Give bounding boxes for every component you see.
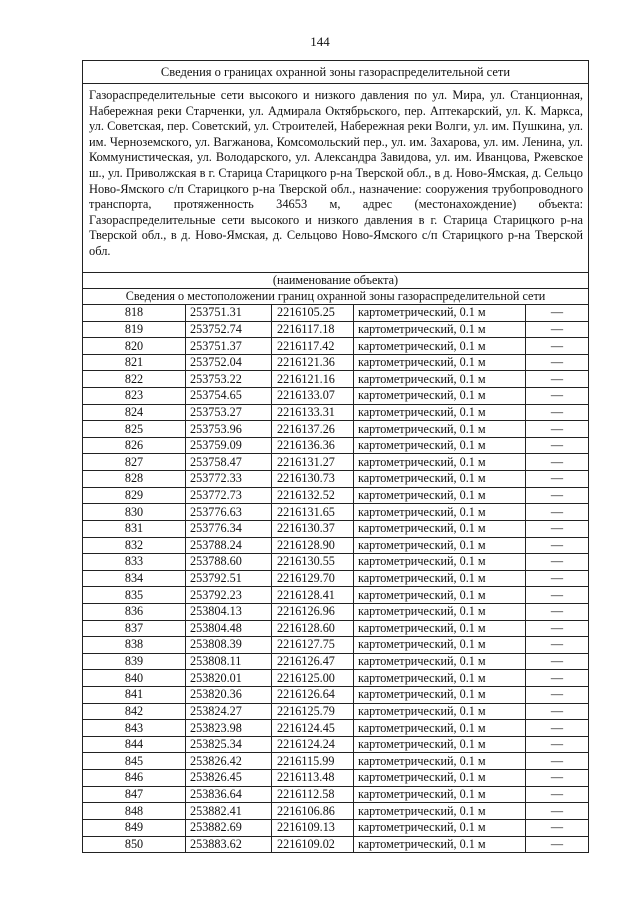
method-accuracy: картометрический, 0.1 м bbox=[354, 587, 526, 604]
table-row bbox=[83, 637, 589, 654]
description-cell: — bbox=[526, 753, 589, 770]
point-number: 844 bbox=[83, 736, 186, 753]
description-cell: — bbox=[526, 404, 589, 421]
coord-x: 253825.34 bbox=[186, 736, 272, 753]
point-number: 818 bbox=[83, 305, 186, 322]
point-number: 828 bbox=[83, 471, 186, 488]
coord-x: 253776.34 bbox=[186, 520, 272, 537]
coord-x: 253883.62 bbox=[186, 836, 272, 853]
point-number: 827 bbox=[83, 454, 186, 471]
coord-y: 2216126.64 bbox=[272, 687, 354, 704]
table-row bbox=[83, 454, 589, 471]
table-row bbox=[83, 587, 589, 604]
point-number: 847 bbox=[83, 786, 186, 803]
coord-x: 253753.27 bbox=[186, 404, 272, 421]
table-row bbox=[83, 305, 589, 322]
point-number: 824 bbox=[83, 404, 186, 421]
method-accuracy: картометрический, 0.1 м bbox=[354, 819, 526, 836]
coord-y: 2216125.00 bbox=[272, 670, 354, 687]
coord-x: 253824.27 bbox=[186, 703, 272, 720]
method-accuracy: картометрический, 0.1 м bbox=[354, 570, 526, 587]
coord-y: 2216126.96 bbox=[272, 603, 354, 620]
coord-y: 2216113.48 bbox=[272, 770, 354, 787]
table-row bbox=[83, 404, 589, 421]
method-accuracy: картометрический, 0.1 м bbox=[354, 786, 526, 803]
method-accuracy: картометрический, 0.1 м bbox=[354, 554, 526, 571]
description-cell: — bbox=[526, 537, 589, 554]
coord-y: 2216128.60 bbox=[272, 620, 354, 637]
method-accuracy: картометрический, 0.1 м bbox=[354, 753, 526, 770]
description-cell: — bbox=[526, 520, 589, 537]
coord-x: 253788.24 bbox=[186, 537, 272, 554]
point-number: 838 bbox=[83, 637, 186, 654]
table-row bbox=[83, 670, 589, 687]
description-cell: — bbox=[526, 587, 589, 604]
coord-y: 2216124.24 bbox=[272, 736, 354, 753]
coord-y: 2216133.31 bbox=[272, 404, 354, 421]
table-row bbox=[83, 421, 589, 438]
coord-y: 2216130.37 bbox=[272, 520, 354, 537]
point-number: 832 bbox=[83, 537, 186, 554]
description-cell: — bbox=[526, 736, 589, 753]
table-row bbox=[83, 321, 589, 338]
method-accuracy: картометрический, 0.1 м bbox=[354, 637, 526, 654]
coord-x: 253808.39 bbox=[186, 637, 272, 654]
table-row bbox=[83, 504, 589, 521]
coord-x: 253754.65 bbox=[186, 388, 272, 405]
coord-x: 253751.37 bbox=[186, 338, 272, 355]
table-row bbox=[83, 687, 589, 704]
description-cell: — bbox=[526, 803, 589, 820]
coord-x: 253882.41 bbox=[186, 803, 272, 820]
method-accuracy: картометрический, 0.1 м bbox=[354, 404, 526, 421]
description-cell: — bbox=[526, 720, 589, 737]
method-accuracy: картометрический, 0.1 м bbox=[354, 454, 526, 471]
table-row bbox=[83, 786, 589, 803]
coord-x: 253752.74 bbox=[186, 321, 272, 338]
coord-x: 253882.69 bbox=[186, 819, 272, 836]
description-cell: — bbox=[526, 703, 589, 720]
coord-y: 2216105.25 bbox=[272, 305, 354, 322]
method-accuracy: картометрический, 0.1 м bbox=[354, 620, 526, 637]
location-header-row bbox=[83, 289, 589, 305]
description-cell: — bbox=[526, 321, 589, 338]
point-number: 835 bbox=[83, 587, 186, 604]
method-accuracy: картометрический, 0.1 м bbox=[354, 720, 526, 737]
method-accuracy: картометрический, 0.1 м bbox=[354, 305, 526, 322]
method-accuracy: картометрический, 0.1 м bbox=[354, 836, 526, 853]
coord-x: 253753.96 bbox=[186, 421, 272, 438]
coord-y: 2216128.90 bbox=[272, 537, 354, 554]
description-row bbox=[83, 84, 589, 273]
method-accuracy: картометрический, 0.1 м bbox=[354, 338, 526, 355]
coord-y: 2216130.73 bbox=[272, 471, 354, 488]
coord-x: 253792.51 bbox=[186, 570, 272, 587]
coord-x: 253826.45 bbox=[186, 770, 272, 787]
coord-x: 253772.73 bbox=[186, 487, 272, 504]
coord-y: 2216125.79 bbox=[272, 703, 354, 720]
table-row bbox=[83, 371, 589, 388]
table-row bbox=[83, 437, 589, 454]
coord-y: 2216128.41 bbox=[272, 587, 354, 604]
coord-x: 253759.09 bbox=[186, 437, 272, 454]
coord-y: 2216121.36 bbox=[272, 354, 354, 371]
object-description: Газораспределительные сети высокого и низкого давления по ул. Мира, ул. Станционная, Набережная реки Старченки, ул. Адмирала Октябрьского, пер. Аптекарский, ул. К. Маркса, ул. Советская, пер. Советский, ул. Строителей, Набережная реки Волги, ул. им. Пушкина, ул. им. Черноземского, ул. Вагжанова, Комсомольский пер., ул. им. Захарова, ул. им. Ленина, ул. Коммунистическая, ул. Володарского, ул. Александра Завидова, ул. им. Иванцова, Ржевское ш., ул. Приволжская в г. Старица Старицкого р-на Тверской обл., в д. Ново-Ямская, д. Сельцо Ново-Ямского с/п Старицкого р-на Тверской обл., назначение: сооружения трубопроводного транспорта, протяженность 34653 м, адрес (местонахождение) объекта: Газораспределительные сети высокого и низкого давления в г. Старица Старицкого р-на Тверской обл., в д. Ново-Ямская, д. Сельцово Ново-Ямского с/п Старицкого р-на Тверской обл. bbox=[83, 84, 589, 273]
coord-x: 253820.01 bbox=[186, 670, 272, 687]
table-row bbox=[83, 554, 589, 571]
coord-y: 2216132.52 bbox=[272, 487, 354, 504]
coord-x: 253808.11 bbox=[186, 653, 272, 670]
point-number: 819 bbox=[83, 321, 186, 338]
point-number: 836 bbox=[83, 603, 186, 620]
coord-y: 2216106.86 bbox=[272, 803, 354, 820]
point-number: 850 bbox=[83, 836, 186, 853]
method-accuracy: картометрический, 0.1 м bbox=[354, 388, 526, 405]
table-row bbox=[83, 803, 589, 820]
coord-x: 253752.04 bbox=[186, 354, 272, 371]
method-accuracy: картометрический, 0.1 м bbox=[354, 354, 526, 371]
point-number: 829 bbox=[83, 487, 186, 504]
description-cell: — bbox=[526, 836, 589, 853]
table-row bbox=[83, 753, 589, 770]
coord-y: 2216124.45 bbox=[272, 720, 354, 737]
table-row bbox=[83, 653, 589, 670]
coord-x: 253826.42 bbox=[186, 753, 272, 770]
coord-x: 253776.63 bbox=[186, 504, 272, 521]
point-number: 823 bbox=[83, 388, 186, 405]
method-accuracy: картометрический, 0.1 м bbox=[354, 504, 526, 521]
coord-y: 2216129.70 bbox=[272, 570, 354, 587]
description-cell: — bbox=[526, 670, 589, 687]
point-number: 826 bbox=[83, 437, 186, 454]
coord-y: 2216117.42 bbox=[272, 338, 354, 355]
coord-x: 253753.22 bbox=[186, 371, 272, 388]
table-row bbox=[83, 603, 589, 620]
point-number: 831 bbox=[83, 520, 186, 537]
coord-x: 253792.23 bbox=[186, 587, 272, 604]
method-accuracy: картометрический, 0.1 м bbox=[354, 687, 526, 704]
method-accuracy: картометрический, 0.1 м bbox=[354, 437, 526, 454]
table-row bbox=[83, 388, 589, 405]
method-accuracy: картометрический, 0.1 м bbox=[354, 371, 526, 388]
point-number: 841 bbox=[83, 687, 186, 704]
coord-y: 2216115.99 bbox=[272, 753, 354, 770]
description-cell: — bbox=[526, 354, 589, 371]
object-label-row bbox=[83, 273, 589, 289]
table-row bbox=[83, 570, 589, 587]
table-row bbox=[83, 471, 589, 488]
description-cell: — bbox=[526, 653, 589, 670]
point-number: 845 bbox=[83, 753, 186, 770]
coord-x: 253751.31 bbox=[186, 305, 272, 322]
description-cell: — bbox=[526, 786, 589, 803]
description-cell: — bbox=[526, 819, 589, 836]
location-header: Сведения о местоположении границ охранной зоны газораспределительной сети bbox=[83, 289, 589, 305]
table-row bbox=[83, 354, 589, 371]
coord-y: 2216131.65 bbox=[272, 504, 354, 521]
table-row bbox=[83, 338, 589, 355]
point-number: 837 bbox=[83, 620, 186, 637]
method-accuracy: картометрический, 0.1 м bbox=[354, 670, 526, 687]
point-number: 822 bbox=[83, 371, 186, 388]
point-number: 833 bbox=[83, 554, 186, 571]
method-accuracy: картометрический, 0.1 м bbox=[354, 321, 526, 338]
point-number: 821 bbox=[83, 354, 186, 371]
table-row bbox=[83, 537, 589, 554]
description-cell: — bbox=[526, 603, 589, 620]
coord-y: 2216121.16 bbox=[272, 371, 354, 388]
boundary-table bbox=[82, 60, 589, 853]
description-cell: — bbox=[526, 637, 589, 654]
point-number: 839 bbox=[83, 653, 186, 670]
coord-y: 2216109.13 bbox=[272, 819, 354, 836]
coord-x: 253804.13 bbox=[186, 603, 272, 620]
coord-y: 2216137.26 bbox=[272, 421, 354, 438]
table-row bbox=[83, 819, 589, 836]
description-cell: — bbox=[526, 770, 589, 787]
table-row bbox=[83, 487, 589, 504]
method-accuracy: картометрический, 0.1 м bbox=[354, 803, 526, 820]
table-row bbox=[83, 620, 589, 637]
table-row bbox=[83, 736, 589, 753]
object-label: (наименование объекта) bbox=[83, 273, 589, 289]
point-number: 849 bbox=[83, 819, 186, 836]
coord-x: 253823.98 bbox=[186, 720, 272, 737]
header-row bbox=[83, 61, 589, 84]
description-cell: — bbox=[526, 371, 589, 388]
coord-y: 2216112.58 bbox=[272, 786, 354, 803]
coord-y: 2216117.18 bbox=[272, 321, 354, 338]
coord-y: 2216131.27 bbox=[272, 454, 354, 471]
method-accuracy: картометрический, 0.1 м bbox=[354, 703, 526, 720]
coord-y: 2216136.36 bbox=[272, 437, 354, 454]
coord-y: 2216127.75 bbox=[272, 637, 354, 654]
point-number: 820 bbox=[83, 338, 186, 355]
table-row bbox=[83, 720, 589, 737]
description-cell: — bbox=[526, 305, 589, 322]
description-cell: — bbox=[526, 554, 589, 571]
method-accuracy: картометрический, 0.1 м bbox=[354, 421, 526, 438]
coord-x: 253836.64 bbox=[186, 786, 272, 803]
method-accuracy: картометрический, 0.1 м bbox=[354, 520, 526, 537]
coord-x: 253788.60 bbox=[186, 554, 272, 571]
method-accuracy: картометрический, 0.1 м bbox=[354, 653, 526, 670]
coord-y: 2216109.02 bbox=[272, 836, 354, 853]
description-cell: — bbox=[526, 338, 589, 355]
description-cell: — bbox=[526, 454, 589, 471]
description-cell: — bbox=[526, 388, 589, 405]
point-number: 825 bbox=[83, 421, 186, 438]
coord-x: 253804.48 bbox=[186, 620, 272, 637]
point-number: 840 bbox=[83, 670, 186, 687]
point-number: 830 bbox=[83, 504, 186, 521]
method-accuracy: картометрический, 0.1 м bbox=[354, 770, 526, 787]
table-row bbox=[83, 836, 589, 853]
description-cell: — bbox=[526, 421, 589, 438]
description-cell: — bbox=[526, 570, 589, 587]
coord-x: 253772.33 bbox=[186, 471, 272, 488]
point-number: 843 bbox=[83, 720, 186, 737]
coord-y: 2216133.07 bbox=[272, 388, 354, 405]
point-number: 842 bbox=[83, 703, 186, 720]
point-number: 848 bbox=[83, 803, 186, 820]
description-cell: — bbox=[526, 620, 589, 637]
coord-x: 253820.36 bbox=[186, 687, 272, 704]
description-cell: — bbox=[526, 437, 589, 454]
description-cell: — bbox=[526, 504, 589, 521]
coord-y: 2216130.55 bbox=[272, 554, 354, 571]
table-row bbox=[83, 703, 589, 720]
method-accuracy: картометрический, 0.1 м bbox=[354, 487, 526, 504]
description-cell: — bbox=[526, 471, 589, 488]
method-accuracy: картометрический, 0.1 м bbox=[354, 471, 526, 488]
coord-y: 2216126.47 bbox=[272, 653, 354, 670]
method-accuracy: картометрический, 0.1 м bbox=[354, 603, 526, 620]
method-accuracy: картометрический, 0.1 м bbox=[354, 537, 526, 554]
point-number: 834 bbox=[83, 570, 186, 587]
description-cell: — bbox=[526, 687, 589, 704]
table-row bbox=[83, 520, 589, 537]
point-number: 846 bbox=[83, 770, 186, 787]
coord-x: 253758.47 bbox=[186, 454, 272, 471]
description-cell: — bbox=[526, 487, 589, 504]
table-row bbox=[83, 770, 589, 787]
page-number: 144 bbox=[310, 34, 330, 49]
method-accuracy: картометрический, 0.1 м bbox=[354, 736, 526, 753]
table-title: Сведения о границах охранной зоны газораспределительной сети bbox=[83, 61, 589, 84]
